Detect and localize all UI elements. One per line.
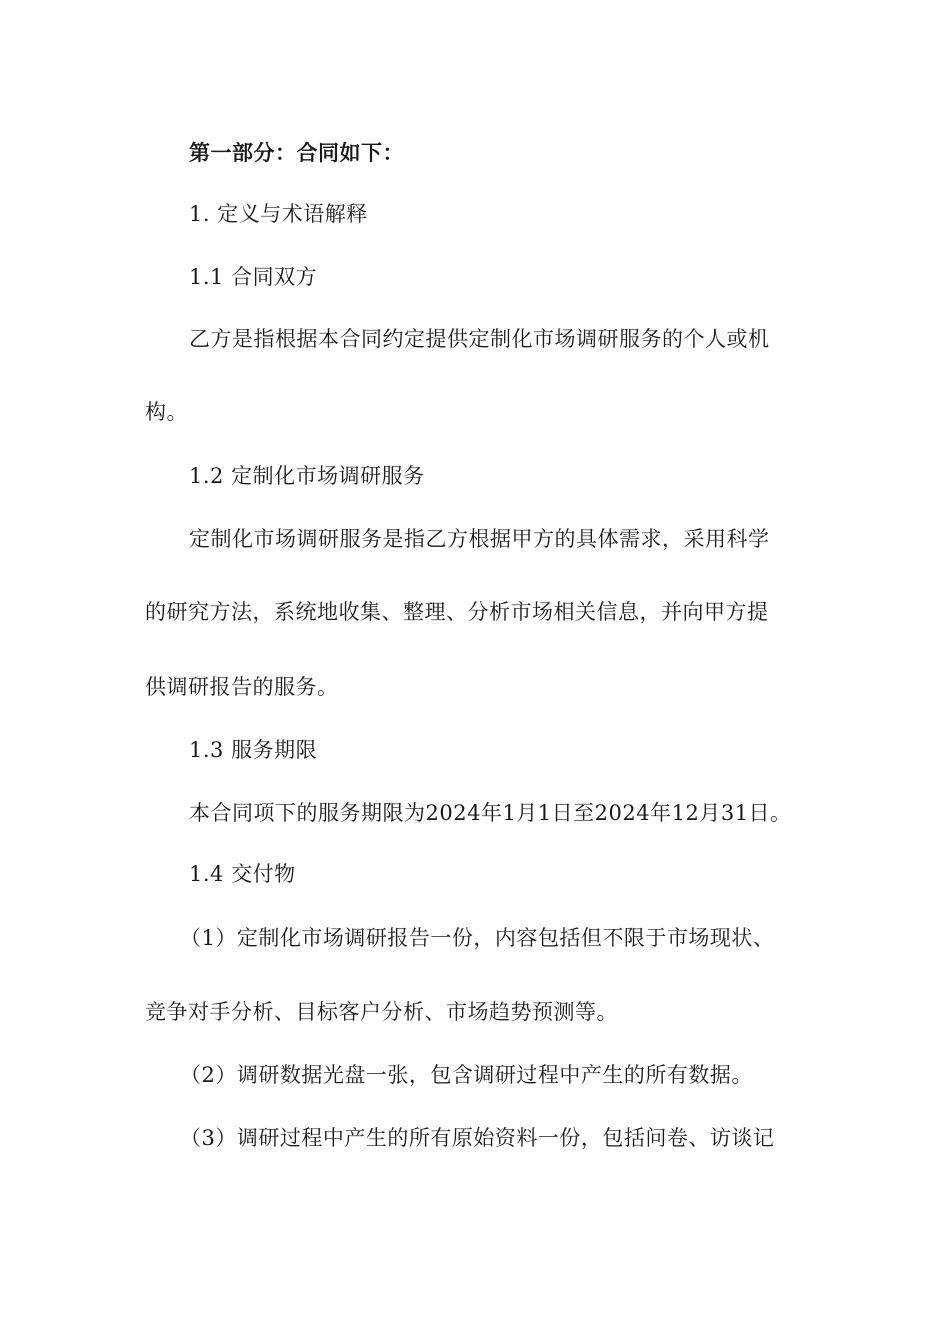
deliverable-3-line-1: （3）调研过程中产生的所有原始资料一份，包括问卷、访谈记 bbox=[180, 1126, 775, 1150]
section-1-2-text-line-1: 定制化市场调研服务是指乙方根据甲方的具体需求，采用科学 bbox=[189, 527, 770, 551]
section-1-4-title: 1.4 交付物 bbox=[189, 862, 296, 886]
deliverable-2-line-1: （2）调研数据光盘一张，包含调研过程中产生的所有数据。 bbox=[180, 1063, 753, 1087]
section-1-2-text-line-3: 供调研报告的服务。 bbox=[145, 675, 339, 699]
section-1-1-text-line-1: 乙方是指根据本合同约定提供定制化市场调研服务的个人或机 bbox=[189, 327, 770, 351]
section-1-2-title: 1.2 定制化市场调研服务 bbox=[189, 464, 425, 488]
deliverable-1-line-2: 竞争对手分析、目标客户分析、市场趋势预测等。 bbox=[145, 1000, 618, 1024]
section-1-3-title: 1.3 服务期限 bbox=[189, 738, 318, 762]
section-1-title: 1. 定义与术语解释 bbox=[189, 202, 368, 226]
section-1-1-text-line-2: 构。 bbox=[145, 400, 188, 424]
section-1-3-text-line-1: 本合同项下的服务期限为2024年1月1日至2024年12月31日。 bbox=[189, 801, 792, 825]
deliverable-1-line-1: （1）定制化市场调研报告一份，内容包括但不限于市场现状、 bbox=[180, 926, 775, 950]
section-1-2-text-line-2: 的研究方法，系统地收集、整理、分析市场相关信息，并向甲方提 bbox=[145, 600, 769, 624]
section-1-1-title: 1.1 合同双方 bbox=[189, 265, 318, 289]
part-heading: 第一部分：合同如下： bbox=[189, 140, 404, 165]
